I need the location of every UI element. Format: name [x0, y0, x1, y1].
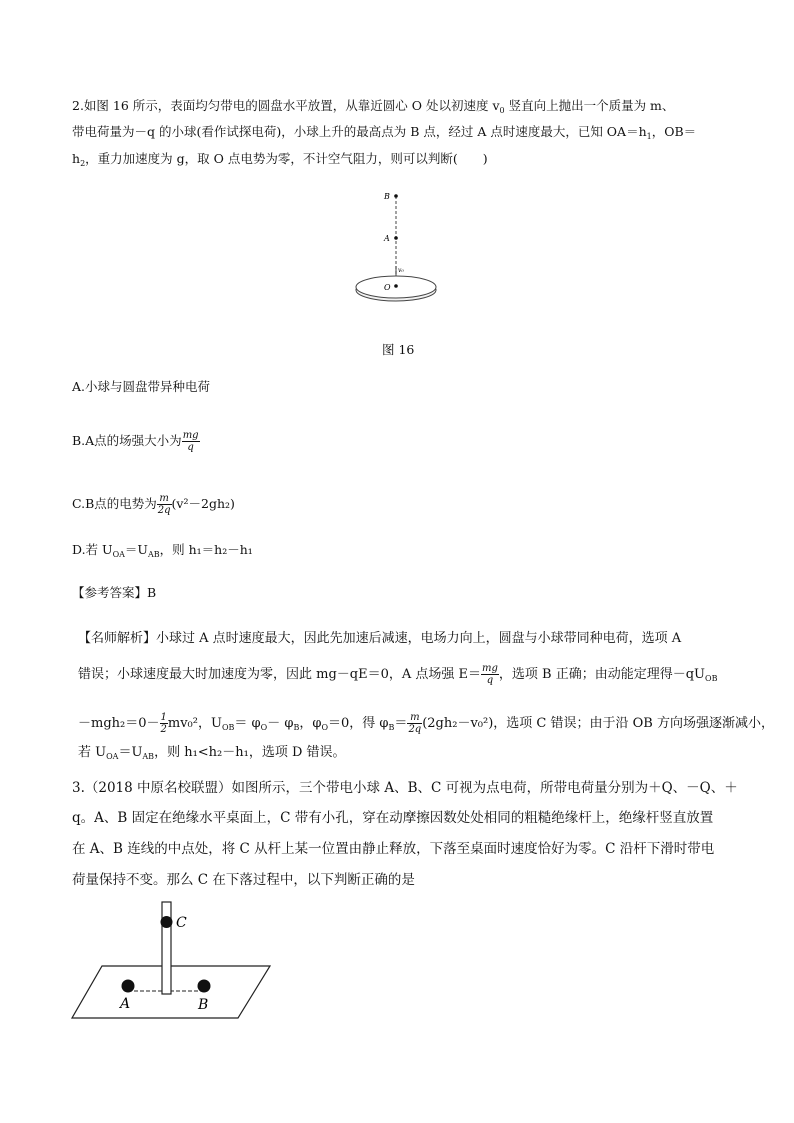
subscript: B	[293, 723, 300, 732]
point-b	[394, 194, 398, 198]
denominator: 2	[160, 724, 167, 735]
analysis-text: ，φ	[299, 716, 322, 731]
label-c: C	[176, 915, 187, 931]
insulating-rod	[162, 902, 171, 994]
q2-line2	[72, 124, 696, 145]
subscript: AB	[142, 752, 155, 761]
analysis-text: ＝0，得 φ	[328, 716, 389, 731]
ball-c	[161, 916, 173, 928]
label-a: A	[384, 234, 390, 243]
ball-a	[122, 980, 135, 993]
subscript: OA	[106, 752, 119, 761]
analysis-text: ，则 h₁<h₂－h₁，选项 D 错误。	[154, 745, 346, 760]
denominator: q	[486, 675, 494, 686]
analysis-text: ＝U	[118, 745, 143, 760]
q2-text: 带电荷量为－q 的小球(看作试探电荷)，小球上升的最高点为 B 点，经过 A 点时速度最大，已知 OA＝h	[72, 124, 647, 139]
denominator: 2q	[408, 724, 422, 735]
q2-text: 2.如图 16 所示，表面均匀带电的圆盘水平放置，从靠近圆心 O 处以初速度 v	[72, 98, 500, 113]
subscript: O	[260, 723, 268, 732]
option-b	[72, 430, 200, 453]
option-a: A.小球与圆盘带异种电荷	[72, 379, 211, 394]
analysis-text: 若 U	[78, 745, 107, 760]
numerator: mg	[182, 430, 199, 441]
numerator: 1	[160, 712, 167, 723]
subscript: OB	[221, 723, 235, 732]
label-b: B	[198, 997, 209, 1013]
q2-text: ，OB＝	[651, 124, 697, 139]
subscript: AB	[147, 550, 160, 559]
numerator: mg	[482, 663, 498, 674]
option-d-text: D.若 U	[72, 542, 113, 557]
q2-line3	[72, 151, 488, 172]
analysis-line4	[78, 744, 346, 766]
option-c-text: C.B点的电势为	[72, 496, 157, 511]
denominator: 2q	[157, 505, 171, 516]
analysis-line3	[78, 712, 774, 737]
label-o: O	[384, 283, 391, 292]
numerator: m	[157, 493, 172, 505]
label-b: B	[384, 192, 390, 201]
figure-q3-table-rod	[70, 896, 290, 1026]
analysis-text: 错误；小球速度最大时加速度为零，因此 mg－qE＝0，A 点场强 E＝	[78, 667, 482, 682]
analysis-text: ，选项 B 正确；由动能定理得－qU	[498, 667, 706, 682]
label-v0: v₀	[398, 267, 404, 274]
subscript: 0	[499, 106, 505, 115]
analysis-text: ＝	[394, 716, 408, 731]
q3-line3: 在 A、B 连线的中点处，将 C 从杆上某一位置由静止释放，下落至桌面时速度恰好为零。C 沿杆下滑时带电	[72, 841, 715, 857]
denominator: q	[187, 442, 194, 453]
option-d-text: ＝U	[124, 542, 148, 557]
analysis-text: －mgh₂＝0－	[78, 716, 160, 731]
numerator: m	[407, 712, 422, 724]
figure-caption: 图 16	[382, 342, 415, 357]
subscript: OA	[112, 550, 125, 559]
fraction	[160, 712, 168, 735]
q2-line1	[72, 98, 674, 119]
label-a: A	[120, 996, 131, 1012]
analysis-text: mv₀²，U	[167, 716, 222, 731]
analysis-line1: 【名师解析】小球过 A 点时速度最大，因此先加速后减速，电场力向上，圆盘与小球带同种电荷，选项 A	[78, 631, 682, 646]
subscript: B	[388, 723, 395, 732]
fraction	[407, 712, 422, 735]
fraction	[182, 430, 200, 453]
subscript: 1	[646, 132, 652, 141]
option-d	[72, 542, 253, 563]
q2-text: ，重力加速度为 g，取 O 点电势为零，不计空气阻力，则可以判断( )	[85, 151, 488, 166]
option-c-tail: (v²－2gh₂)	[171, 496, 235, 511]
q3-line1: 3.（2018 中原名校联盟）如图所示，三个带电小球 A、B、C 可视为点电荷，所带电荷量分别为＋Q、－Q、＋	[72, 780, 738, 796]
point-a	[394, 236, 398, 240]
figure-16-disc-diagram	[350, 186, 450, 316]
analysis-text: (2gh₂－v₀²)，选项 C 错误；由于沿 OB 方向场强逐渐减小，	[422, 716, 774, 731]
fraction	[157, 493, 172, 516]
q3-line2: q。A、B 固定在绝缘水平桌面上，C 带有小孔，穿在动摩擦因数处处相同的粗糙绝缘杆上，绝缘杆竖直放置	[72, 810, 714, 826]
subscript: OB	[705, 674, 718, 683]
analysis-text: ＝ φ	[234, 716, 261, 731]
ball-b	[198, 980, 211, 993]
analysis-text: － φ	[267, 716, 294, 731]
analysis-line2	[78, 663, 717, 688]
subscript: 2	[80, 159, 86, 168]
point-o-top	[394, 284, 398, 288]
option-d-text: ，则 h₁＝h₂－h₁	[159, 542, 253, 557]
option-b-text: B.A点的场强大小为	[72, 433, 182, 448]
fraction	[481, 663, 499, 686]
reference-answer: 【参考答案】B	[72, 585, 157, 600]
subscript: O	[321, 723, 329, 732]
q3-line4: 荷量保持不变。那么 C 在下落过程中，以下判断正确的是	[72, 872, 415, 888]
q2-text: 竖直向上抛出一个质量为 m、	[504, 98, 675, 113]
q2-text: h	[72, 151, 81, 166]
option-c	[72, 493, 235, 516]
